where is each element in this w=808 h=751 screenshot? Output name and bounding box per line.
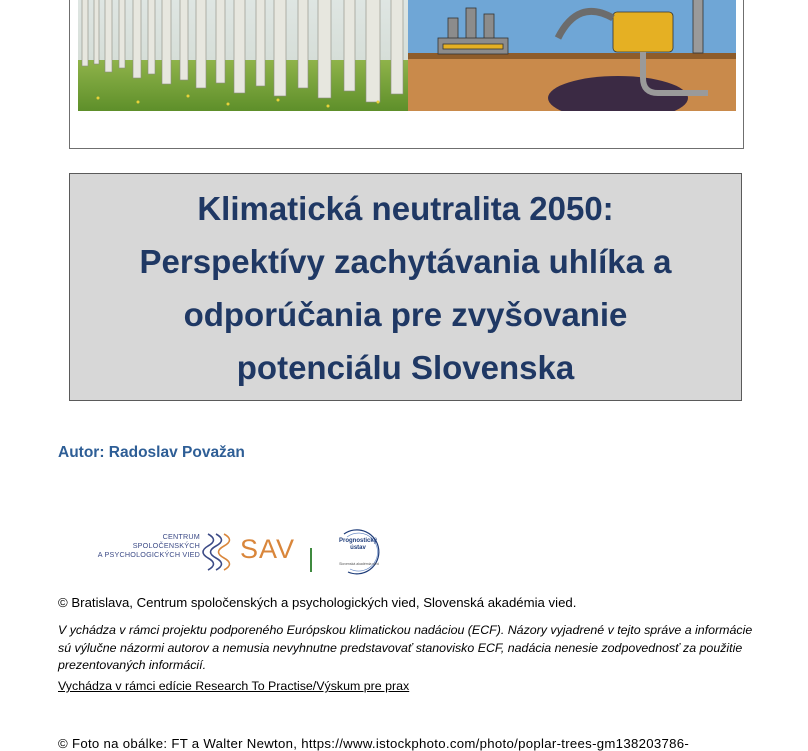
prognosticky-subtitle: Slovenská akadémia vied — [339, 562, 379, 566]
centrum-line-3: A PSYCHOLOGICKÝCH VIED — [97, 550, 200, 559]
logos-row — [88, 528, 398, 578]
title-box — [69, 173, 742, 401]
poplar-trees-photo — [78, 0, 408, 111]
logo-divider — [310, 548, 312, 572]
prognosticky-line-2: ústav — [350, 544, 366, 551]
photo-credit: © Foto na obálke: FT a Walter Newton, https://www.istockphoto.com/photo/poplar-trees-gm138203786- — [58, 736, 690, 751]
carbon-capture-illustration — [408, 0, 736, 111]
sav-logo: SAV — [240, 534, 296, 564]
title-line-1: Klimatická neutralita 2050: — [197, 190, 614, 227]
document-title — [140, 180, 672, 394]
prognosticky-ustav-logo-text — [339, 538, 377, 551]
title-line-2: Perspektívy zachytávania uhlíka a — [139, 243, 672, 280]
centrum-mark-icon — [202, 530, 236, 574]
title-line-3: odporúčania pre zvyšovanie — [183, 296, 628, 333]
cover-image-frame — [69, 0, 744, 149]
title-line-4: potenciálu Slovenska — [236, 349, 575, 386]
prognosticky-ustav-arc-icon — [326, 528, 386, 578]
centrum-line-2: SPOLOČENSKÝCH — [132, 541, 200, 550]
funding-notice: V ychádza v rámci projektu podporeného Európskou klimatickou nadáciou (ECF). Názory vyjadrené v tejto správe a informácie sú výlučne názormi autorov a nemusia nevyhnutne predstavovať stanovisko ECF, nadácia nenesie zodpovednosť za použitie prezentovaných informácií. — [58, 623, 753, 672]
edition-link[interactable]: Vychádza v rámci edície Research To Practise/Výskum pre prax — [58, 679, 410, 693]
centrum-logo-text — [88, 532, 200, 559]
copyright-line: © Bratislava, Centrum spoločenských a psychologických vied, Slovenská akadémia vied. — [58, 595, 577, 610]
author-line: Autor: Radoslav Považan — [58, 444, 245, 461]
prognosticky-line-1: Prognostický — [339, 538, 378, 544]
centrum-line-1: CENTRUM — [162, 532, 200, 541]
